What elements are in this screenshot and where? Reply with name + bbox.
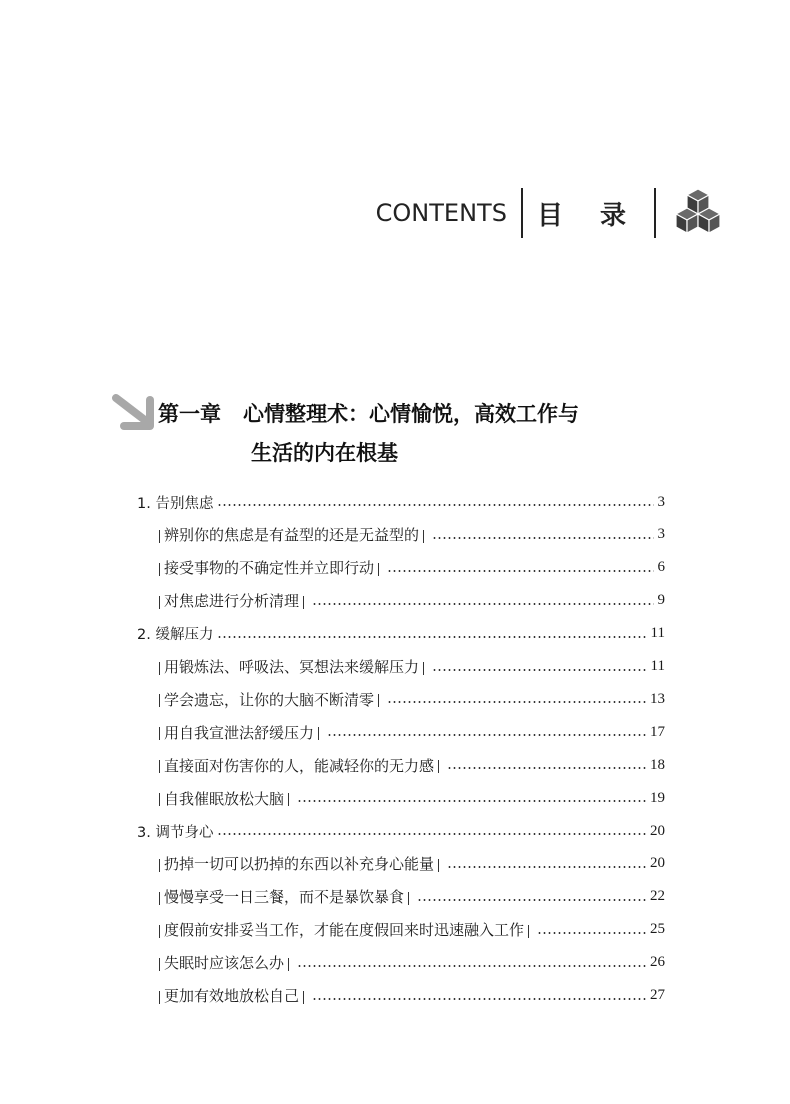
page-number: 26 <box>650 954 665 971</box>
page-number: 20 <box>650 822 665 839</box>
toc-entry[interactable] <box>137 885 665 909</box>
contents-chinese-title: 目 录 <box>536 200 640 231</box>
entry-bar <box>159 662 160 675</box>
entry-title-text: 失眠时应该怎么办 <box>164 954 285 973</box>
toc-entry[interactable] <box>137 720 665 744</box>
dot-leader <box>297 965 646 967</box>
toc-entry[interactable] <box>137 687 665 711</box>
dot-leader <box>417 899 646 901</box>
toc-entry[interactable] <box>137 786 665 810</box>
toc-section-entry[interactable] <box>137 819 665 843</box>
page-number: 22 <box>650 888 665 905</box>
entry-title <box>155 557 383 578</box>
toc-entry[interactable] <box>137 589 665 613</box>
toc-entry[interactable] <box>137 984 665 1008</box>
entry-bar <box>438 760 439 773</box>
entry-bar <box>288 793 289 806</box>
dot-leader <box>387 570 653 572</box>
entry-bar <box>159 596 160 609</box>
toc-section-entry[interactable] <box>137 490 665 514</box>
page-number: 27 <box>650 987 665 1003</box>
chapter-title-line2: 生活的内在根基 <box>251 441 398 465</box>
entry-title-text: 度假前安排妥当工作，才能在度假回来时迅速融入工作 <box>164 921 525 940</box>
toc-entry[interactable] <box>137 556 665 580</box>
entry-title: 1. 告别焦虑 <box>137 495 214 512</box>
contents-english-title: CONTENTS <box>375 199 507 227</box>
toc-section-entry[interactable] <box>137 622 665 646</box>
entry-title <box>155 590 308 611</box>
page-number: 3 <box>657 493 665 510</box>
entry-bar <box>159 892 160 905</box>
entry-title <box>155 755 443 776</box>
entry-title-text: 用锻炼法、呼吸法、冥想法来缓解压力 <box>164 658 420 676</box>
dot-leader <box>217 833 646 835</box>
dot-leader <box>327 734 646 736</box>
page-number: 20 <box>650 855 665 872</box>
arrow-icon <box>110 392 164 436</box>
entry-title-text: 更加有效地放松自己 <box>164 987 300 1005</box>
dot-leader <box>297 800 646 802</box>
page-number: 11 <box>650 625 665 642</box>
page-number: 18 <box>650 756 665 773</box>
header-divider <box>521 188 523 238</box>
entry-bar <box>159 530 160 543</box>
entry-title-text: 直接面对伤害你的人，能减轻你的无力感 <box>164 756 435 775</box>
dot-leader <box>387 701 646 703</box>
entry-title <box>155 656 428 677</box>
entry-bar <box>438 859 439 872</box>
entry-bar <box>159 563 160 576</box>
entry-bar <box>159 694 160 707</box>
page-number: 6 <box>657 559 665 576</box>
toc-entry[interactable] <box>137 753 665 777</box>
entry-title: 3. 调节身心 <box>137 824 214 841</box>
toc-entry[interactable] <box>137 951 665 975</box>
entry-title <box>155 886 413 907</box>
page-number: 25 <box>650 921 665 938</box>
dot-leader <box>217 636 646 638</box>
entry-title: 2. 缓解压力 <box>137 627 214 644</box>
entry-title-text: 对焦虑进行分析清理 <box>164 592 300 611</box>
entry-title-text: 接受事物的不确定性并立即行动 <box>164 559 375 578</box>
entry-title <box>155 853 443 874</box>
page-number: 11 <box>650 658 665 674</box>
toc-entry[interactable] <box>137 918 665 942</box>
dot-leader <box>537 932 646 934</box>
chapter-number: 第一章 <box>158 402 221 426</box>
entry-bar <box>159 793 160 806</box>
toc-entry[interactable] <box>137 523 665 547</box>
entry-title-text: 学会遗忘，让你的大脑不断清零 <box>164 690 375 709</box>
entry-title <box>155 722 323 743</box>
toc-entry[interactable] <box>137 655 665 679</box>
entry-title <box>155 689 383 710</box>
dot-leader <box>447 866 646 868</box>
dot-leader <box>432 669 647 671</box>
entry-bar <box>288 958 289 971</box>
entry-title-text: 扔掉一切可以扔掉的东西以补充身心能量 <box>164 855 435 874</box>
contents-header <box>376 185 724 241</box>
entry-title <box>155 985 308 1006</box>
dot-leader <box>217 504 653 506</box>
entry-bar <box>303 596 304 609</box>
entry-title-text: 自我催眠放松大脑 <box>164 789 285 808</box>
entry-bar <box>378 694 379 707</box>
entry-bar <box>408 892 409 905</box>
entry-bar <box>528 925 529 938</box>
entry-bar <box>303 991 304 1004</box>
chapter-title: 心情整理术：心情愉悦，高效工作与 <box>243 402 579 426</box>
entry-bar <box>378 563 379 576</box>
entry-title-text: 慢慢享受一日三餐，而不是暴饮暴食 <box>164 888 405 907</box>
page-number: 17 <box>650 723 665 740</box>
toc-entry[interactable] <box>137 852 665 876</box>
header-divider <box>654 188 656 238</box>
entry-title-text: 用自我宣泄法舒缓压力 <box>164 723 315 742</box>
entry-title <box>155 919 533 940</box>
dot-leader <box>432 537 653 539</box>
entry-bar <box>159 727 160 740</box>
page-number: 13 <box>650 690 665 707</box>
entry-title <box>155 524 428 545</box>
entry-title-text: 辨别你的焦虑是有益型的还是无益型的 <box>164 526 420 545</box>
entry-bar <box>159 991 160 1004</box>
entry-bar <box>423 662 424 675</box>
dot-leader <box>312 998 646 1000</box>
cubes-icon <box>672 187 724 239</box>
dot-leader <box>312 603 653 605</box>
entry-title <box>155 788 293 809</box>
entry-bar <box>159 925 160 938</box>
entry-bar <box>159 760 160 773</box>
entry-title <box>155 952 293 973</box>
chapter-title-line1 <box>158 398 579 428</box>
page-number: 9 <box>657 592 665 609</box>
page-number: 3 <box>657 526 665 543</box>
entry-bar <box>159 859 160 872</box>
page-number: 19 <box>650 789 665 806</box>
entry-bar <box>159 958 160 971</box>
entry-bar <box>423 530 424 543</box>
entry-bar <box>318 727 319 740</box>
dot-leader <box>447 767 646 769</box>
